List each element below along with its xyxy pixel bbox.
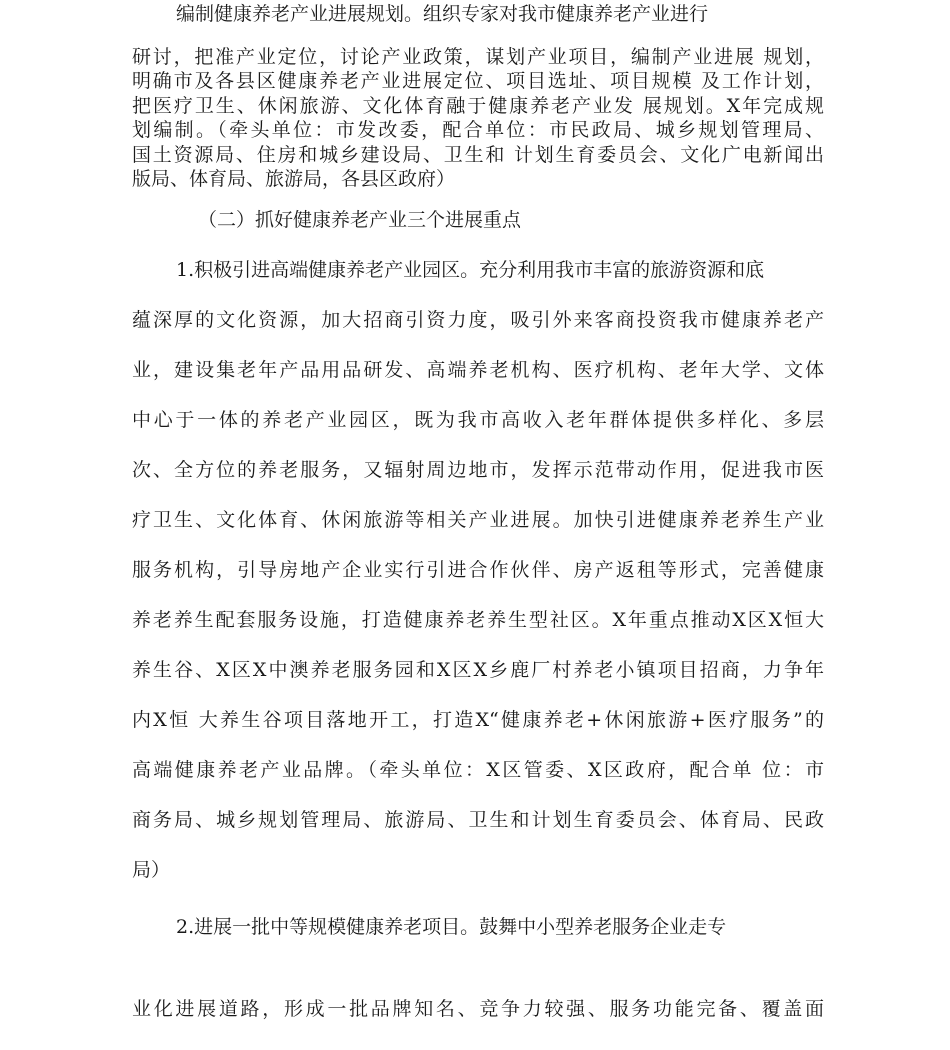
paragraph-line: 次、全方位的养老服务，又辐射周边地市，发挥示范带动作用，促进我市医	[132, 459, 824, 481]
paragraph-line: 商务局、城乡规划管理局、旅游局、卫生和计划生育委员会、体育局、民政	[132, 809, 824, 831]
paragraph-line: 把医疗卫生、休闲旅游、文化体育融于健康养老产业发 展规划。X年完成规	[132, 95, 824, 117]
paragraph-line: 高端健康养老产业品牌。（牵头单位：X区管委、X区政府，配合单 位：市	[132, 759, 824, 781]
paragraph-line: 国土资源局、住房和城乡建设局、卫生和 计划生育委员会、文化广电新闻出	[132, 144, 824, 166]
paragraph-line: 养老养生配套服务设施，打造健康养老养生型社区。X年重点推动X区X恒大	[132, 609, 824, 631]
paragraph-line: 版局、体育局、旅游局，各县区政府）	[132, 168, 456, 190]
paragraph-line: 1.积极引进高端健康养老产业园区。充分利用我市丰富的旅游资源和底	[176, 259, 765, 281]
paragraph-line: 养生谷、X区X中澳养老服务园和X区X乡鹿厂村养老小镇项目招商，力争年	[132, 659, 824, 681]
paragraph-line: 明确市及各县区健康养老产业进展定位、项目选址、项目规模 及工作计划，	[132, 70, 824, 92]
paragraph-line: 研讨，把准产业定位，讨论产业政策，谋划产业项目，编制产业进展 规划，	[132, 46, 824, 68]
section-heading: （二）抓好健康养老产业三个进展重点	[198, 209, 522, 231]
paragraph-line: 局）	[132, 859, 171, 881]
paragraph-line: 2.进展一批中等规模健康养老项目。鼓舞中小型养老服务企业走专	[176, 916, 727, 938]
paragraph-line: 编制健康养老产业进展规划。组织专家对我市健康养老产业进行	[176, 3, 709, 25]
paragraph-line: 中心于一体的养老产业园区，既为我市高收入老年群体提供多样化、多层	[132, 409, 824, 431]
paragraph-line: 业，建设集老年产品用品研发、高端养老机构、医疗机构、老年大学、文体	[132, 359, 824, 381]
paragraph-line: 业化进展道路，形成一批品牌知名、竞争力较强、服务功能完备、覆盖面	[132, 998, 824, 1020]
paragraph-line: 蕴深厚的文化资源，加大招商引资力度，吸引外来客商投资我市健康养老产	[132, 309, 824, 331]
paragraph-line: 内X恒 大养生谷项目落地开工，打造X“健康养老+休闲旅游+医疗服务”的	[132, 709, 824, 731]
paragraph-line: 划编制。（牵头单位：市发改委，配合单位：市民政局、城乡规划管理局、	[132, 119, 824, 141]
paragraph-line: 服务机构，引导房地产企业实行引进合作伙伴、房产返租等形式，完善健康	[132, 559, 824, 581]
paragraph-line: 疗卫生、文化体育、休闲旅游等相关产业进展。加快引进健康养老养生产业	[132, 509, 824, 531]
